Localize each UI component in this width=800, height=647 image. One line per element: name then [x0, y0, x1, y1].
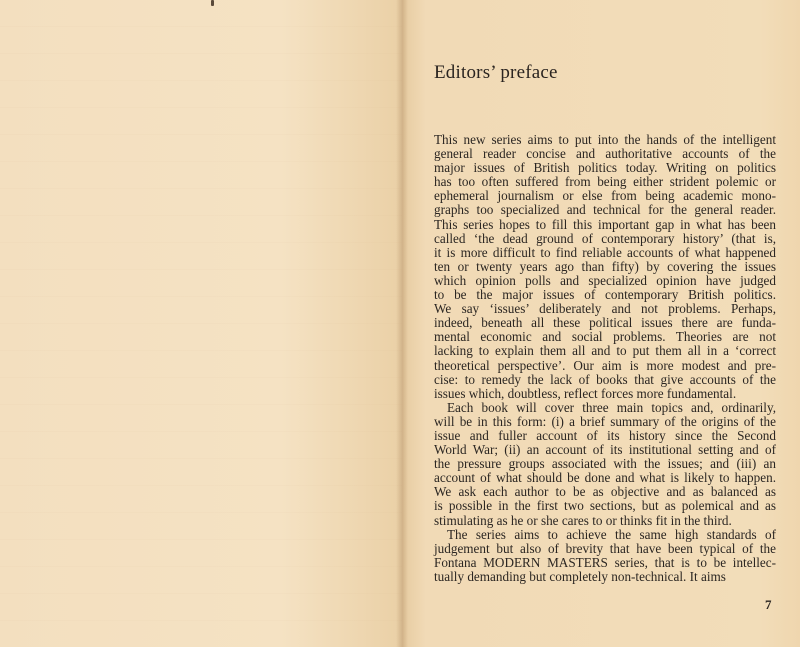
text-line: This new series aims to put into the hands of the intelligent: [434, 132, 776, 147]
text-line: stimulating as he or she cares to or thinks fit in the third.: [434, 512, 732, 528]
text-line: mental economic and social problems. Theories are not: [434, 329, 776, 345]
paragraph: [434, 401, 776, 528]
text-line: major issues of British politics today. Writing on politics: [434, 160, 776, 176]
paragraph: [434, 133, 776, 401]
text-line: Each book will cover three main topics and, ordinarily,: [447, 399, 776, 415]
text-line: tually demanding but completely non-technical. It aims: [434, 568, 726, 584]
text-line: We say ‘issues’ deliberately and not problems. Perhaps,: [434, 301, 776, 317]
text-line: it is more difficult to find reliable accounts of what happened: [434, 244, 776, 260]
paragraph: [434, 528, 776, 584]
text-line: ephemeral journalism or else from being academic mono-: [434, 188, 776, 204]
text-line: World War; (ii) an account of its institutional setting and of: [434, 442, 776, 458]
text-line: ten or twenty years ago than fifty) by covering the issues: [434, 258, 776, 274]
text-line: This series hopes to fill this important gap in what has been: [434, 216, 776, 232]
text-line: cise: to remedy the lack of books that give accounts of the: [434, 371, 776, 387]
text-line: account of what should be done and what is likely to happen.: [434, 470, 776, 486]
text-line: which opinion polls and specialized opinion have judged: [434, 272, 776, 288]
text-line: graphs too specialized and technical for the general reader.: [434, 202, 776, 218]
text-line: theoretical perspective’. Our aim is more modest and pre-: [434, 357, 776, 373]
page-heading: Editors’ preface: [434, 62, 558, 83]
text-line: lacking to explain them all and to put them all in a ‘correct: [434, 343, 776, 359]
text-line: issue and fuller account of its history since the Second: [434, 427, 776, 443]
page-number: 7: [765, 597, 772, 612]
text-line: Fontana MODERN MASTERS series, that is to be intellec-: [434, 554, 776, 570]
preface-body: [434, 133, 776, 584]
book-gutter: [396, 0, 408, 647]
text-line: issues which, doubtless, reflect forces more fundamental.: [434, 385, 737, 401]
text-line: to be the major issues of contemporary British politics.: [434, 287, 776, 303]
text-line: general reader concise and authoritative accounts of the: [434, 146, 776, 162]
text-line: is possible in the first two sections, but as polemical and as: [434, 498, 776, 514]
text-line: called ‘the dead ground of contemporary history’ (that is,: [434, 230, 776, 246]
text-line: the pressure groups associated with the issues; and (iii) an: [434, 456, 776, 472]
text-line: has too often suffered from being either strident polemic or: [434, 174, 776, 190]
text-line: We ask each author to be as objective and as balanced as: [434, 484, 776, 500]
text-line: The series aims to achieve the same high standards of: [447, 526, 776, 542]
text-line: will be in this form: (i) a brief summary of the origins of the: [434, 413, 776, 429]
paper-speck: [211, 0, 214, 6]
text-line: indeed, beneath all these political issues there are funda-: [434, 315, 776, 331]
text-line: judgement but also of brevity that have been typical of the: [434, 540, 776, 556]
